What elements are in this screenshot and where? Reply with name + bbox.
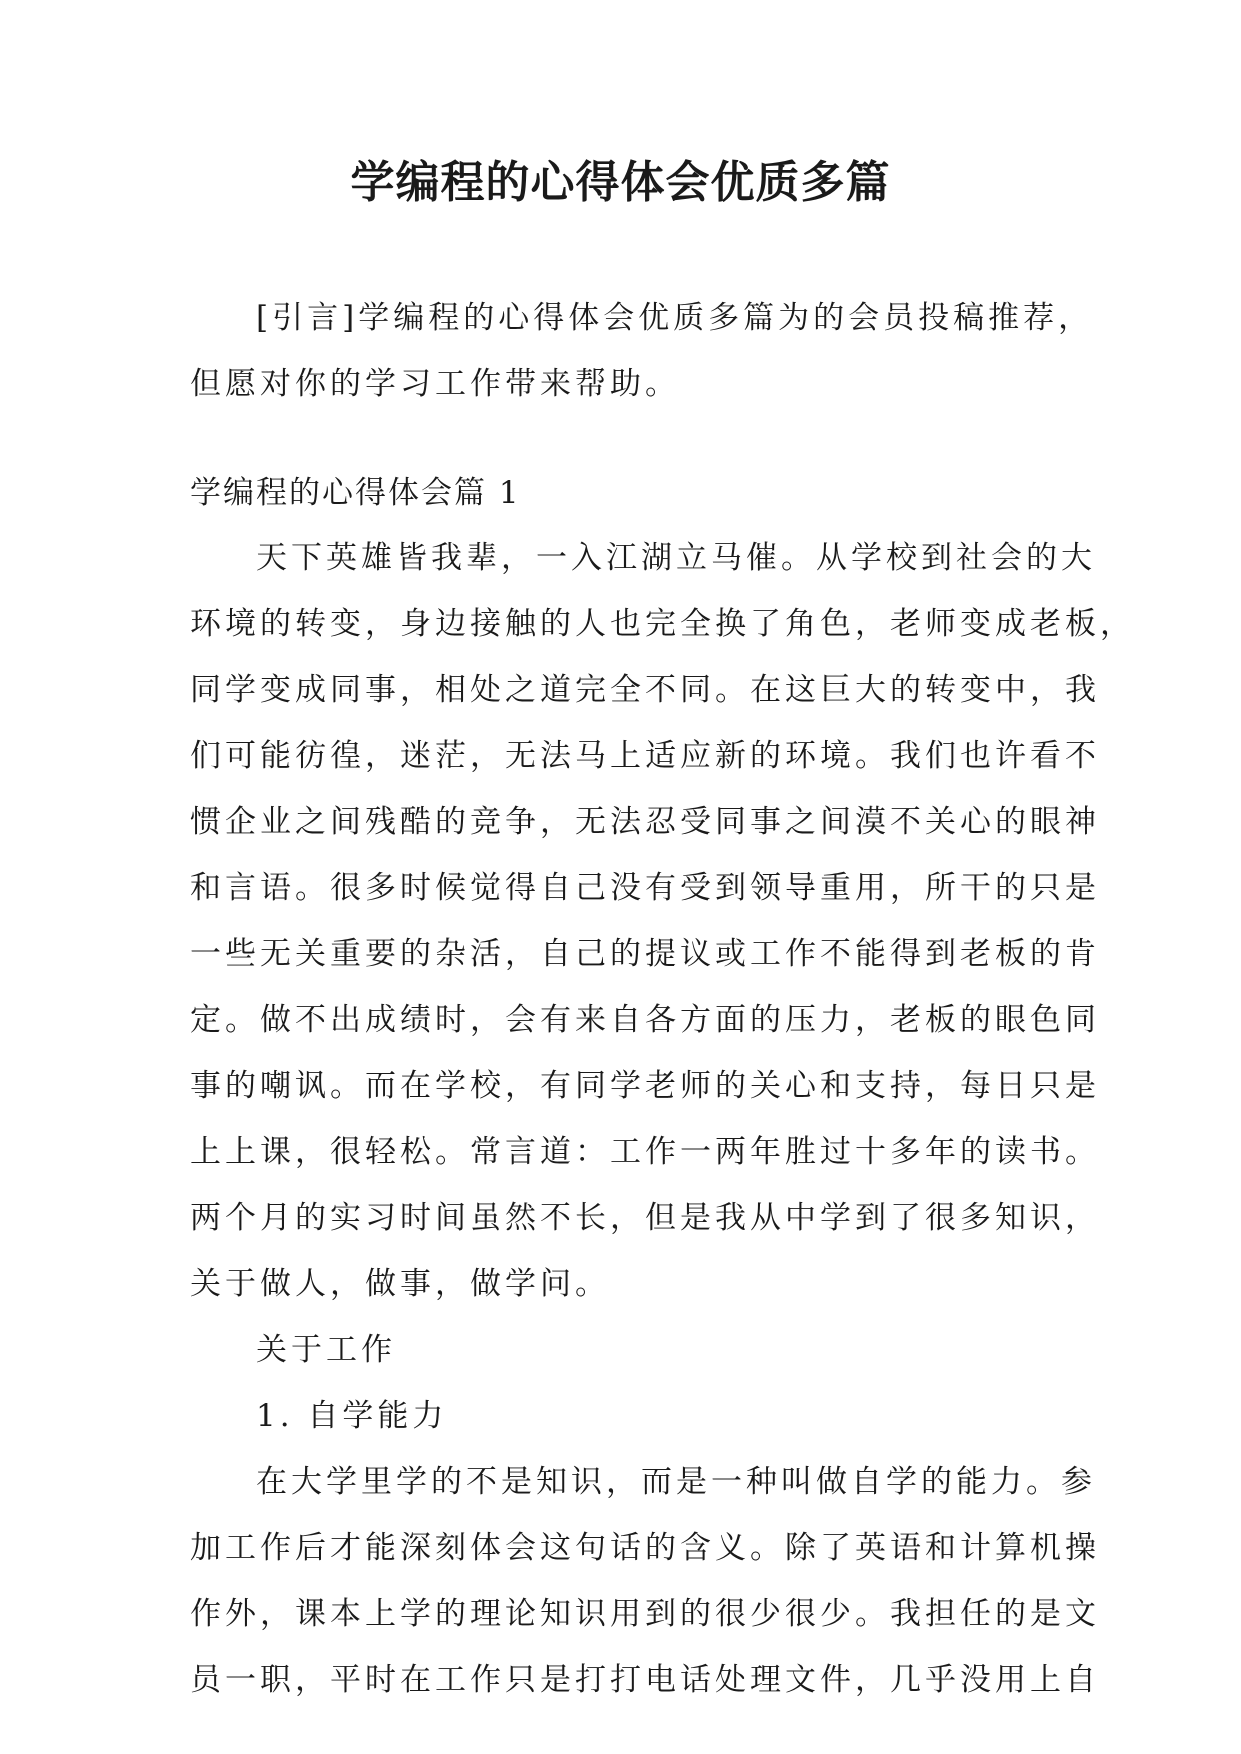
paragraph-line: 们可能彷徨，迷茫，无法马上适应新的环境。我们也许看不 (190, 738, 1100, 774)
paragraph-line: 作外，课本上学的理论知识用到的很少很少。我担任的是文 (190, 1596, 1100, 1632)
paragraph-line: 和言语。很多时候觉得自己没有受到领导重用，所干的只是 (190, 870, 1100, 906)
section-body (190, 525, 1135, 1713)
paragraph-line: 一些无关重要的杂活，自己的提议或工作不能得到老板的肯 (190, 936, 1100, 972)
section-heading: 学编程的心得体会篇 1 (190, 475, 521, 511)
paragraph-line: 天下英雄皆我辈，一入江湖立马催。从学校到社会的大 (256, 540, 1096, 576)
paragraph-line: 定。做不出成绩时，会有来自各方面的压力，老板的眼色同 (190, 1002, 1100, 1038)
paragraph-line: 员一职，平时在工作只是打打电话处理文件，几乎没用上自 (190, 1662, 1100, 1698)
paragraph-line: 同学变成同事，相处之道完全不同。在这巨大的转变中，我 (190, 672, 1100, 708)
paragraph-line: 关于做人，做事，做学问。 (190, 1266, 610, 1302)
intro-line: [引言]学编程的心得体会优质多篇为的会员投稿推荐， (256, 300, 1094, 336)
subheading-line: 1. 自学能力 (256, 1398, 448, 1434)
paragraph-line: 在大学里学的不是知识，而是一种叫做自学的能力。参 (256, 1464, 1096, 1500)
intro-paragraph (190, 285, 1094, 417)
paragraph-line: 上上课，很轻松。常言道：工作一两年胜过十多年的读书。 (190, 1134, 1100, 1170)
intro-line: 但愿对你的学习工作带来帮助。 (190, 366, 680, 402)
paragraph-line: 事的嘲讽。而在学校，有同学老师的关心和支持，每日只是 (190, 1068, 1100, 1104)
paragraph-line: 两个月的实习时间虽然不长，但是我从中学到了很多知识， (190, 1200, 1100, 1236)
paragraph-line: 惯企业之间残酷的竞争，无法忍受同事之间漠不关心的眼神 (190, 804, 1100, 840)
paragraph-line: 加工作后才能深刻体会这句话的含义。除了英语和计算机操 (190, 1530, 1100, 1566)
document-title: 学编程的心得体会优质多篇 (350, 157, 891, 208)
subheading-line: 关于工作 (256, 1332, 396, 1368)
paragraph-line: 环境的转变，身边接触的人也完全换了角色，老师变成老板， (190, 606, 1135, 642)
